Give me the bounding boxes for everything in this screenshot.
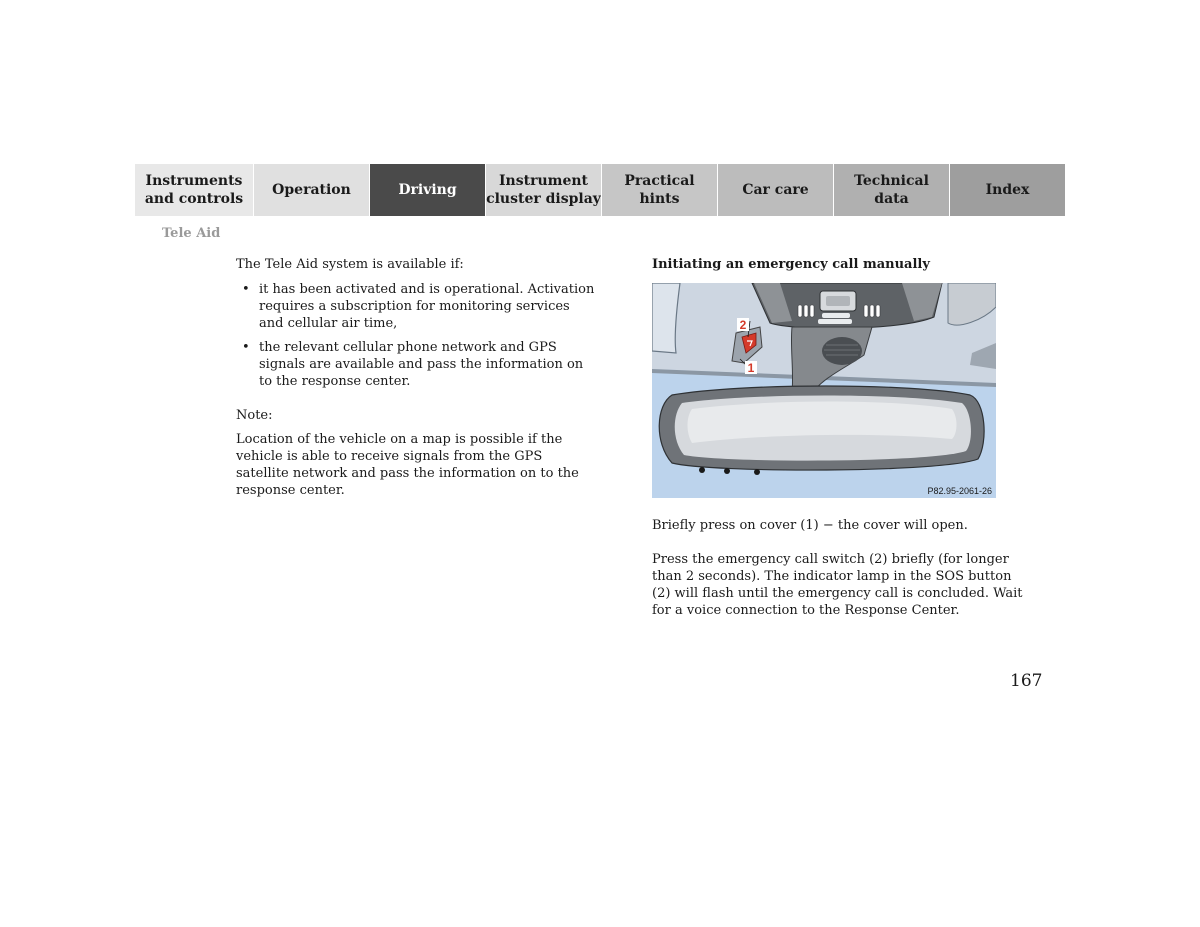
step-press-switch: Press the emergency call switch (2) briefly (for longer than 2 seconds). The indicator lamp in the SOS button (2) will flash until the emergency call is concluded. Wait for a voice connection to the Response Center.	[652, 552, 1023, 618]
tab-instruments-and-controls[interactable]: Instruments and controls	[135, 164, 253, 216]
page-number: 167	[1010, 671, 1043, 691]
availability-intro: The Tele Aid system is available if:	[236, 257, 464, 272]
tab-instrument-cluster-display[interactable]: Instrument cluster display	[485, 164, 601, 216]
tab-car-care[interactable]: Car care	[717, 164, 833, 216]
availability-section	[236, 256, 596, 499]
emergency-call-illustration	[652, 283, 996, 498]
list-item: • it has been activated and is operational. Activation requires a subscription for monitoring services and cellular air time,	[236, 281, 596, 332]
note-text: Location of the vehicle on a map is possible if the vehicle is able to receive signals from the GPS satellite network and pass the information on to the response center.	[236, 432, 579, 498]
chapter-tab-bar	[135, 164, 1065, 216]
label-cover: 1	[747, 361, 755, 375]
section-title: Tele Aid	[162, 226, 221, 241]
emergency-call-heading: Initiating an emergency call manually	[652, 257, 930, 272]
tab-technical-data[interactable]: Technical data	[833, 164, 949, 216]
step-open-cover: Briefly press on cover (1) − the cover will open.	[652, 518, 968, 533]
tab-driving[interactable]: Driving	[369, 164, 485, 216]
tab-operation[interactable]: Operation	[253, 164, 369, 216]
note-label: Note:	[236, 408, 273, 423]
emergency-call-section	[652, 256, 1032, 273]
figure-code: P82.95-2061-26	[927, 486, 992, 496]
tab-practical-hints[interactable]: Practical hints	[601, 164, 717, 216]
label-switch: 2	[739, 318, 747, 332]
overhead-console-mirror-illustration	[652, 283, 996, 498]
list-item: • the relevant cellular phone network and GPS signals are available and pass the information on to the response center.	[236, 339, 596, 390]
availability-list	[236, 281, 596, 390]
tab-index[interactable]: Index	[949, 164, 1065, 216]
